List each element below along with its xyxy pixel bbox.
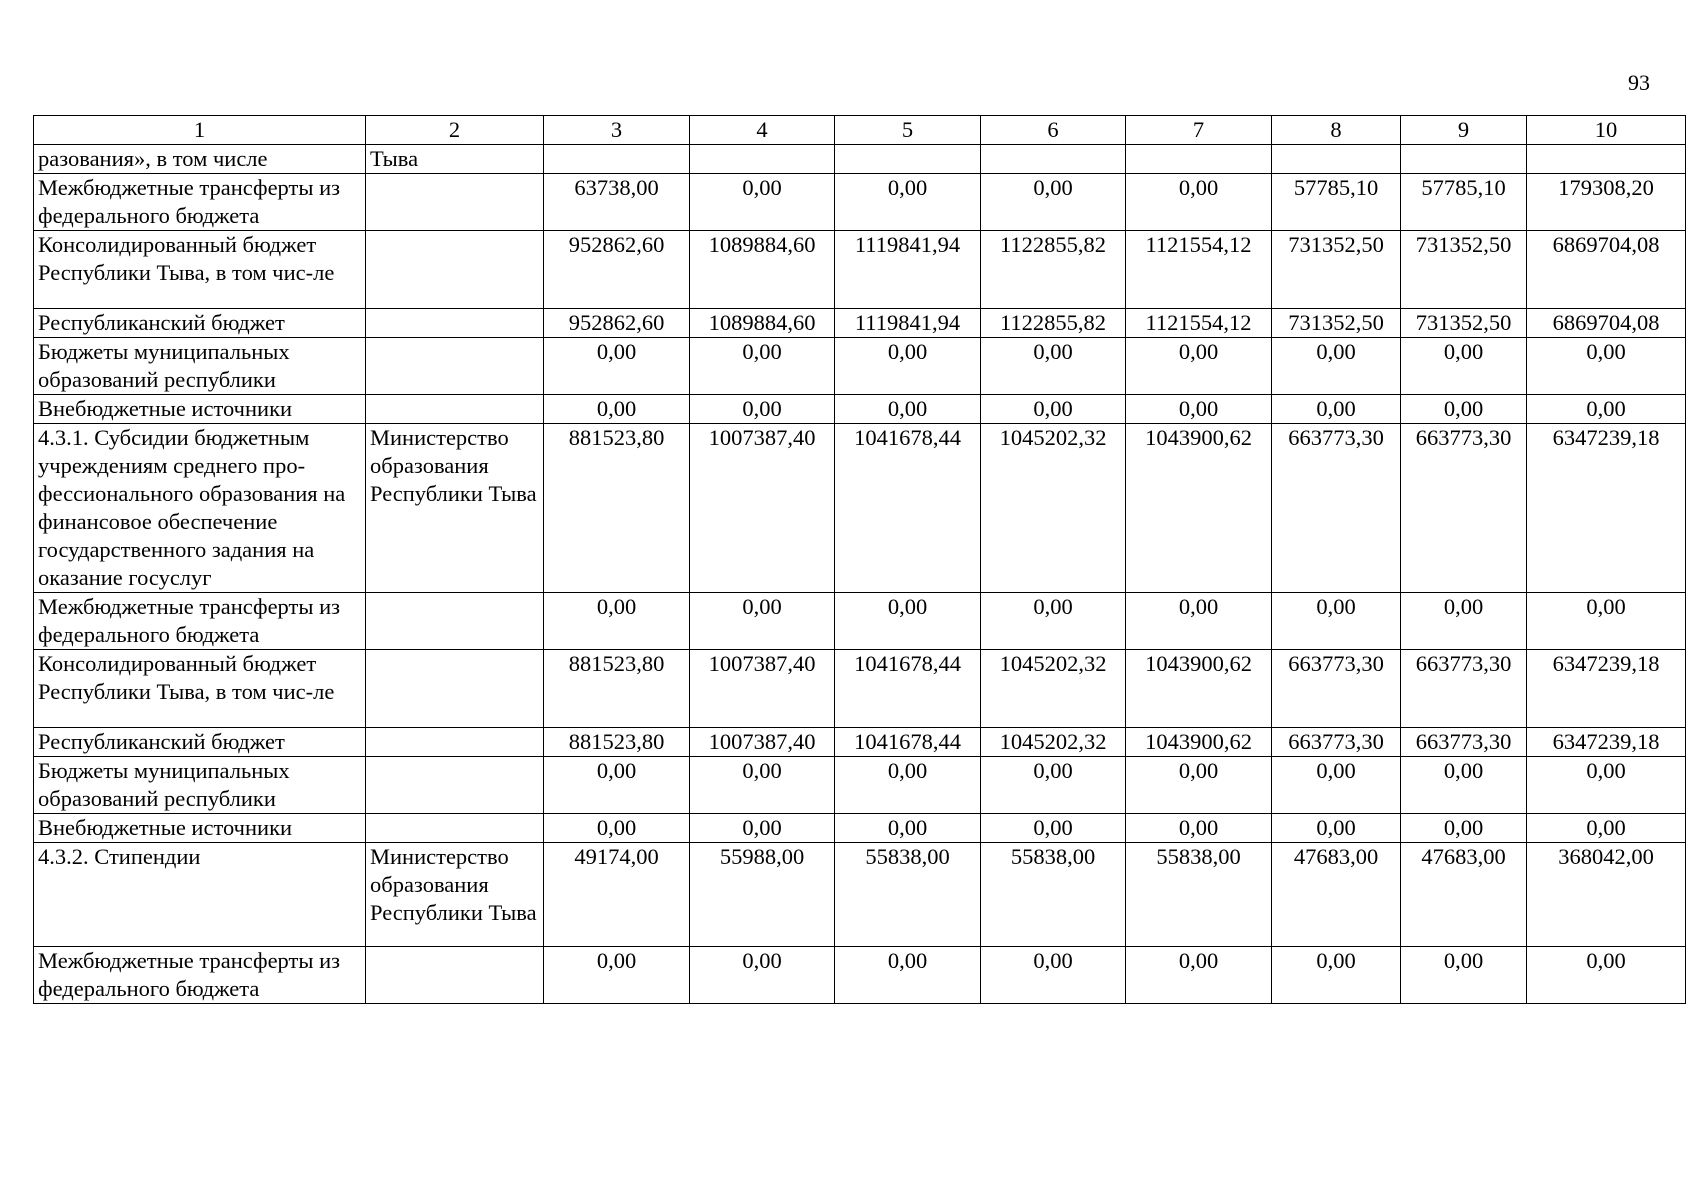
cell-value: 6869704,08: [1527, 231, 1686, 309]
cell-value: 0,00: [690, 814, 835, 843]
cell-value: 663773,30: [1272, 728, 1401, 757]
cell-value: [1126, 145, 1272, 174]
cell-value: 0,00: [690, 757, 835, 814]
cell-value: 0,00: [690, 174, 835, 231]
cell-value: 1045202,32: [981, 650, 1126, 728]
table-row: [34, 145, 1686, 174]
cell-value: 0,00: [835, 947, 981, 1004]
cell-value: 0,00: [1126, 338, 1272, 395]
column-header: 9: [1401, 116, 1527, 145]
row-name: Бюджеты муниципальных образований республики: [34, 338, 366, 395]
row-executor: [366, 174, 544, 231]
row-executor: [366, 757, 544, 814]
cell-value: 731352,50: [1272, 231, 1401, 309]
column-header: 2: [366, 116, 544, 145]
cell-value: 0,00: [981, 395, 1126, 424]
cell-value: 0,00: [1401, 593, 1527, 650]
row-name: Межбюджетные трансферты из федерального бюджета: [34, 947, 366, 1004]
cell-value: 881523,80: [544, 424, 690, 593]
cell-value: 0,00: [1272, 338, 1401, 395]
row-executor: [366, 309, 544, 338]
cell-value: 0,00: [835, 395, 981, 424]
cell-value: 0,00: [1527, 593, 1686, 650]
cell-value: 663773,30: [1272, 650, 1401, 728]
header-row: [34, 116, 1686, 145]
cell-value: 0,00: [981, 593, 1126, 650]
row-name: Республиканский бюджет: [34, 309, 366, 338]
column-header: 7: [1126, 116, 1272, 145]
row-name: Консолидированный бюджет Республики Тыва, в том чис-ле: [34, 231, 366, 309]
cell-value: 1007387,40: [690, 424, 835, 593]
table-row: [34, 309, 1686, 338]
cell-value: 0,00: [835, 338, 981, 395]
cell-value: [835, 145, 981, 174]
cell-value: 1089884,60: [690, 309, 835, 338]
cell-value: 1043900,62: [1126, 728, 1272, 757]
cell-value: 1007387,40: [690, 650, 835, 728]
column-header: 3: [544, 116, 690, 145]
cell-value: 1041678,44: [835, 728, 981, 757]
cell-value: [690, 145, 835, 174]
cell-value: 0,00: [1272, 814, 1401, 843]
cell-value: 0,00: [544, 593, 690, 650]
row-executor: [366, 338, 544, 395]
cell-value: 0,00: [981, 947, 1126, 1004]
row-executor: [366, 728, 544, 757]
cell-value: 0,00: [544, 947, 690, 1004]
cell-value: 1007387,40: [690, 728, 835, 757]
cell-value: 0,00: [981, 757, 1126, 814]
row-executor: [366, 947, 544, 1004]
cell-value: 0,00: [1126, 757, 1272, 814]
cell-value: 0,00: [690, 395, 835, 424]
table-row: [34, 650, 1686, 728]
column-header: 10: [1527, 116, 1686, 145]
cell-value: 0,00: [835, 814, 981, 843]
cell-value: 6869704,08: [1527, 309, 1686, 338]
cell-value: 1122855,82: [981, 231, 1126, 309]
cell-value: 0,00: [1527, 757, 1686, 814]
cell-value: 0,00: [1126, 395, 1272, 424]
cell-value: [1272, 145, 1401, 174]
row-name: Межбюджетные трансферты из федерального бюджета: [34, 593, 366, 650]
row-executor: [366, 593, 544, 650]
cell-value: 0,00: [1272, 757, 1401, 814]
cell-value: [1401, 145, 1527, 174]
cell-value: 1041678,44: [835, 424, 981, 593]
table-row: [34, 231, 1686, 309]
table-row: [34, 174, 1686, 231]
cell-value: 1119841,94: [835, 309, 981, 338]
cell-value: 881523,80: [544, 650, 690, 728]
row-executor: Тыва: [366, 145, 544, 174]
cell-value: 55838,00: [981, 843, 1126, 947]
row-name: 4.3.1. Субсидии бюджетным учреждениям среднего про-фессионального образования на финансовое обеспечение государственного задания на оказание госуслуг: [34, 424, 366, 593]
cell-value: 0,00: [1527, 814, 1686, 843]
row-executor: [366, 395, 544, 424]
row-executor: [366, 650, 544, 728]
cell-value: 63738,00: [544, 174, 690, 231]
cell-value: [1527, 145, 1686, 174]
row-name: Внебюджетные источники: [34, 395, 366, 424]
row-name: Бюджеты муниципальных образований республики: [34, 757, 366, 814]
cell-value: 731352,50: [1401, 231, 1527, 309]
table-row: [34, 947, 1686, 1004]
cell-value: 1121554,12: [1126, 231, 1272, 309]
cell-value: [981, 145, 1126, 174]
table-row: [34, 338, 1686, 395]
cell-value: 0,00: [690, 338, 835, 395]
row-name: Межбюджетные трансферты из федерального бюджета: [34, 174, 366, 231]
cell-value: 0,00: [1527, 338, 1686, 395]
cell-value: 55838,00: [835, 843, 981, 947]
column-header: 5: [835, 116, 981, 145]
cell-value: 731352,50: [1401, 309, 1527, 338]
cell-value: 1089884,60: [690, 231, 835, 309]
cell-value: 952862,60: [544, 231, 690, 309]
column-header: 4: [690, 116, 835, 145]
row-name: Консолидированный бюджет Республики Тыва, в том чис-ле: [34, 650, 366, 728]
row-name: Внебюджетные источники: [34, 814, 366, 843]
row-name: 4.3.2. Стипендии: [34, 843, 366, 947]
cell-value: 0,00: [835, 174, 981, 231]
cell-value: 0,00: [1401, 395, 1527, 424]
cell-value: 1122855,82: [981, 309, 1126, 338]
cell-value: 731352,50: [1272, 309, 1401, 338]
table-row: [34, 843, 1686, 947]
cell-value: 0,00: [981, 814, 1126, 843]
column-header: 1: [34, 116, 366, 145]
cell-value: 0,00: [1401, 947, 1527, 1004]
row-executor: Министерство образования Республики Тыва: [366, 424, 544, 593]
column-header: 6: [981, 116, 1126, 145]
cell-value: 881523,80: [544, 728, 690, 757]
cell-value: 0,00: [1401, 757, 1527, 814]
cell-value: 0,00: [1401, 814, 1527, 843]
cell-value: 1041678,44: [835, 650, 981, 728]
cell-value: 0,00: [981, 338, 1126, 395]
table-row: [34, 814, 1686, 843]
cell-value: 55988,00: [690, 843, 835, 947]
cell-value: 47683,00: [1272, 843, 1401, 947]
row-name: разования», в том числе: [34, 145, 366, 174]
cell-value: 368042,00: [1527, 843, 1686, 947]
cell-value: 6347239,18: [1527, 650, 1686, 728]
cell-value: 1119841,94: [835, 231, 981, 309]
cell-value: 0,00: [1272, 395, 1401, 424]
cell-value: 1045202,32: [981, 424, 1126, 593]
row-executor: Министерство образования Республики Тыва: [366, 843, 544, 947]
cell-value: 663773,30: [1401, 728, 1527, 757]
cell-value: 6347239,18: [1527, 424, 1686, 593]
cell-value: 47683,00: [1401, 843, 1527, 947]
cell-value: 0,00: [1126, 593, 1272, 650]
table-row: [34, 728, 1686, 757]
cell-value: 57785,10: [1401, 174, 1527, 231]
cell-value: 6347239,18: [1527, 728, 1686, 757]
cell-value: 1043900,62: [1126, 424, 1272, 593]
column-header: 8: [1272, 116, 1401, 145]
table-row: [34, 757, 1686, 814]
cell-value: 0,00: [544, 814, 690, 843]
cell-value: 952862,60: [544, 309, 690, 338]
row-name: Республиканский бюджет: [34, 728, 366, 757]
cell-value: 0,00: [544, 757, 690, 814]
cell-value: 0,00: [1272, 593, 1401, 650]
cell-value: 0,00: [690, 593, 835, 650]
cell-value: 0,00: [835, 593, 981, 650]
cell-value: 0,00: [1272, 947, 1401, 1004]
cell-value: 49174,00: [544, 843, 690, 947]
page-number: 93: [1628, 70, 1650, 95]
cell-value: [544, 145, 690, 174]
row-executor: [366, 814, 544, 843]
row-executor: [366, 231, 544, 309]
cell-value: 1043900,62: [1126, 650, 1272, 728]
cell-value: 0,00: [1126, 947, 1272, 1004]
cell-value: 179308,20: [1527, 174, 1686, 231]
cell-value: 0,00: [690, 947, 835, 1004]
cell-value: 663773,30: [1401, 650, 1527, 728]
cell-value: 0,00: [544, 395, 690, 424]
cell-value: 0,00: [1126, 814, 1272, 843]
budget-table: [33, 115, 1686, 1004]
cell-value: 0,00: [1401, 338, 1527, 395]
cell-value: 1045202,32: [981, 728, 1126, 757]
cell-value: 0,00: [835, 757, 981, 814]
cell-value: 0,00: [1527, 947, 1686, 1004]
table-row: [34, 395, 1686, 424]
table-row: [34, 593, 1686, 650]
cell-value: 0,00: [981, 174, 1126, 231]
cell-value: 0,00: [1527, 395, 1686, 424]
cell-value: 0,00: [544, 338, 690, 395]
table-row: [34, 424, 1686, 593]
cell-value: 0,00: [1126, 174, 1272, 231]
cell-value: 55838,00: [1126, 843, 1272, 947]
cell-value: 663773,30: [1272, 424, 1401, 593]
cell-value: 663773,30: [1401, 424, 1527, 593]
cell-value: 57785,10: [1272, 174, 1401, 231]
cell-value: 1121554,12: [1126, 309, 1272, 338]
